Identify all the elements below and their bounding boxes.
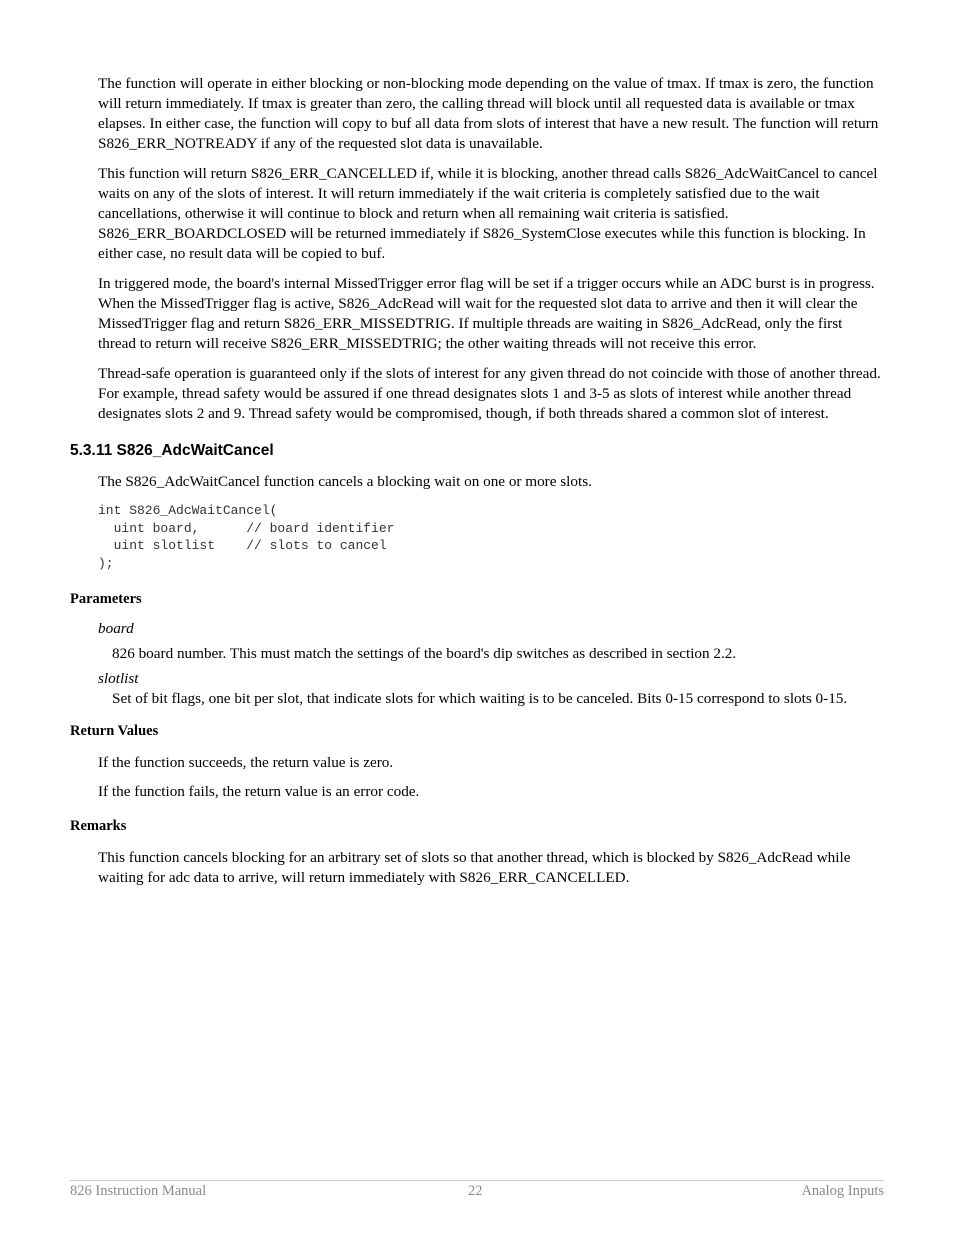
parameter-description: 826 board number. This must match the settings of the board's dip switches as described in section 2.2. — [112, 645, 737, 662]
body-paragraph-3: In triggered mode, the board's internal MissedTrigger error flag will be set if a trigger occurs while an ADC burst is in progress. When the MissedTrigger flag is active, S826_AdcRead will wait for the requested slot data to arrive and then it will clear the MissedTrigger flag and return S826_ERR_MISSEDTRIG. If multiple threads are waiting in S826_AdcRead, only the first thread to return will receive S826_ERR_MISSEDTRIG; the other waiting threads will not receive this error. — [98, 275, 875, 352]
page-content — [70, 74, 884, 898]
return-value-success: If the function succeeds, the return value is zero. — [98, 754, 394, 771]
parameter-board — [98, 619, 884, 664]
parameter-name: slotlist — [98, 670, 139, 687]
section-intro: The S826_AdcWaitCancel function cancels a blocking wait on one or more slots. — [98, 473, 592, 490]
body-paragraph-1: The function will operate in either blocking or non-blocking mode depending on the value of tmax. If tmax is zero, the function will return immediately. If tmax is greater than zero, the calling thread will block until all requested data is available or tmax elapses. In either case, the function will copy to buf all data from slots of interest that have a new result. The function will return S826_ERR_NOTREADY if any of the requested slot data is unavailable. — [98, 75, 879, 152]
footer-left: 826 Instruction Manual — [70, 1183, 207, 1199]
return-value-failure: If the function fails, the return value is an error code. — [98, 783, 420, 800]
body-paragraph-2: This function will return S826_ERR_CANCELLED if, while it is blocking, another thread calls S826_AdcWaitCancel to cancel waits on any of the slots of interest. It will return immediately if the wait criteria is completely satisfied due to the wait cancellations, otherwise it will continue to block and return when all remaining wait criteria is satisfied. S826_ERR_BOARDCLOSED will be returned immediately if S826_SystemClose executes while this function is blocking. In either case, no result data will be copied to buf. — [98, 165, 878, 262]
parameter-name: board — [98, 620, 134, 637]
body-paragraph-4: Thread-safe operation is guaranteed only if the slots of interest for any given thread do not coincide with those of another thread. For example, thread safety would be assured if one thread designates slots 1 and 3-5 as slots of interest while another thread designates slots 2 and 9. Thread safety would be compromised, though, if both threads shared a common slot of interest. — [98, 365, 881, 422]
return-values-label: Return Values — [70, 723, 159, 739]
footer-page-number: 22 — [468, 1183, 483, 1199]
function-signature-code: int S826_AdcWaitCancel( uint board, // board identifier uint slotlist // slots to cancel ); — [98, 503, 395, 571]
footer-right: Analog Inputs — [801, 1183, 884, 1199]
remarks-label: Remarks — [70, 818, 127, 834]
remarks-text: This function cancels blocking for an arbitrary set of slots so that another thread, which is blocked by S826_AdcRead while waiting for adc data to arrive, will return immediately with S826_ERR_CANCELLED. — [98, 849, 851, 886]
parameters-label: Parameters — [70, 591, 142, 607]
section-heading: 5.3.11 S826_AdcWaitCancel — [70, 442, 274, 459]
parameter-description: Set of bit flags, one bit per slot, that indicate slots for which waiting is to be canceled. Bits 0-15 correspond to slots 0-15. — [112, 690, 848, 707]
parameter-slotlist — [98, 669, 884, 709]
